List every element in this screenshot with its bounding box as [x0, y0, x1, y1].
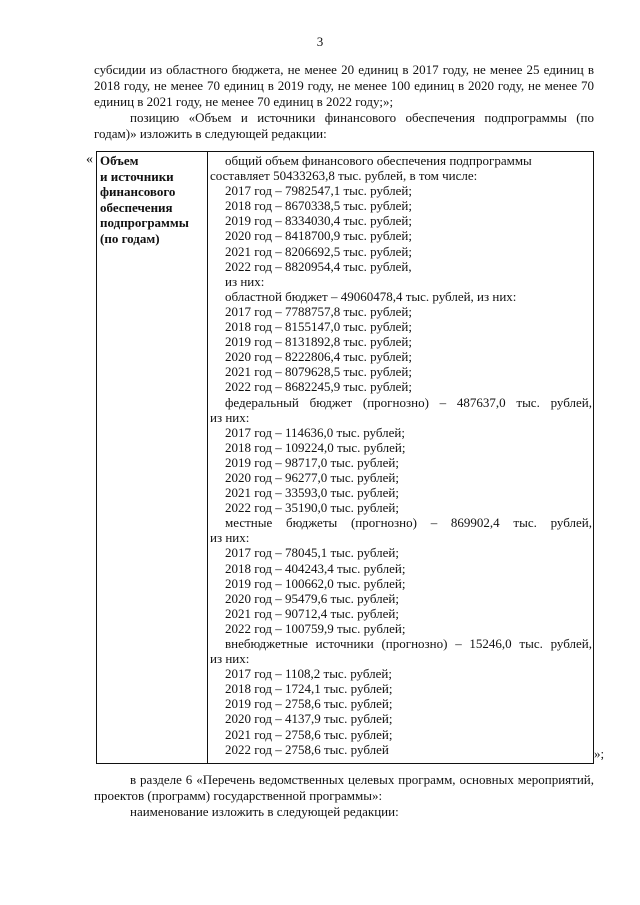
header-line: Объем: [100, 153, 139, 168]
federal-year-line: 2017 год – 114636,0 тыс. рублей;: [225, 424, 405, 440]
total-year-line: 2018 год – 8670338,5 тыс. рублей;: [225, 198, 412, 214]
header-line: и источники: [100, 168, 174, 184]
extrabudgetary-header: внебюджетные источники (прогнозно) – 15246,0 тыс. рублей,: [225, 636, 592, 651]
federal-year-line: 2021 год – 33593,0 тыс. рублей;: [225, 485, 399, 501]
table-opening-quote: «: [86, 152, 93, 167]
local-year-line: 2017 год – 78045,1 тыс. рублей;: [225, 545, 399, 561]
local-year-line: 2021 год – 90712,4 тыс. рублей;: [225, 605, 399, 621]
outro-text: [94, 772, 594, 820]
total-year-line: 2017 год – 7982547,1 тыс. рублей;: [225, 183, 412, 199]
outro-paragraph-section: в разделе 6 «Перечень ведомственных целевых программ, основных мероприятий, проектов (программ) государственной программы»:: [94, 772, 594, 803]
federal-budget-header: федеральный бюджет (прогнозно) – 487637,0 тыс. рублей,: [225, 394, 592, 410]
federal-year-line: 2018 год – 109224,0 тыс. рублей;: [225, 439, 406, 455]
local-year-line: 2018 год – 404243,4 тыс. рублей;: [225, 560, 406, 576]
extrabudgetary-year-line: 2021 год – 2758,6 тыс. рублей;: [225, 726, 393, 742]
financing-table: [96, 151, 594, 764]
extrabudgetary-year-line: 2022 год – 2758,6 тыс. рублей: [225, 741, 389, 757]
intro-text: [94, 62, 594, 142]
federal-year-line: 2020 год – 96277,0 тыс. рублей;: [225, 469, 399, 485]
local-year-line: 2020 год – 95479,6 тыс. рублей;: [225, 590, 399, 606]
local-year-line: 2019 год – 100662,0 тыс. рублей;: [225, 575, 406, 591]
total-year-line: 2022 год – 8820954,4 тыс. рублей,: [225, 258, 412, 274]
header-line: финансового: [100, 184, 176, 200]
total-year-line: 2019 год – 8334030,4 тыс. рублей;: [225, 213, 412, 229]
outro-paragraph-name: наименование изложить в следующей редакции:: [130, 804, 399, 819]
local-budget-header: местные бюджеты (прогнозно) – 869902,4 тыс. рублей,: [225, 515, 592, 531]
total-year-line: 2020 год – 8418700,9 тыс. рублей;: [225, 228, 412, 244]
table-content-cell: [208, 152, 594, 757]
local-of-them: из них:: [210, 530, 250, 546]
regional-year-line: 2022 год – 8682245,9 тыс. рублей;: [225, 379, 412, 395]
regional-year-line: 2018 год – 8155147,0 тыс. рублей;: [225, 319, 412, 335]
extrabudgetary-year-line: 2019 год – 2758,6 тыс. рублей;: [225, 696, 393, 712]
total-line: составляет 50433263,8 тыс. рублей, в том числе:: [210, 168, 478, 184]
local-year-line: 2022 год – 100759,9 тыс. рублей;: [225, 620, 406, 636]
regional-budget-header: областной бюджет – 49060478,4 тыс. рублей, из них:: [225, 288, 517, 304]
table-header-cell: [97, 152, 208, 763]
extrabudgetary-year-line: 2017 год – 1108,2 тыс. рублей;: [225, 666, 392, 682]
header-line: (по годам): [100, 230, 160, 246]
extrabudgetary-of-them: из них:: [210, 651, 250, 667]
regional-year-line: 2019 год – 8131892,8 тыс. рублей;: [225, 334, 412, 350]
regional-year-line: 2021 год – 8079628,5 тыс. рублей;: [225, 364, 412, 380]
regional-year-line: 2017 год – 7788757,8 тыс. рублей;: [225, 303, 412, 319]
extrabudgetary-year-line: 2018 год – 1724,1 тыс. рублей;: [225, 681, 393, 697]
header-line: подпрограммы: [100, 215, 189, 231]
federal-year-line: 2022 год – 35190,0 тыс. рублей;: [225, 500, 399, 516]
page-number: 3: [316, 34, 324, 49]
total-line: общий объем финансового обеспечения подпрограммы: [225, 153, 532, 168]
total-year-line: 2021 год – 8206692,5 тыс. рублей;: [225, 243, 412, 259]
federal-year-line: 2019 год – 98717,0 тыс. рублей;: [225, 454, 399, 470]
header-line: обеспечения: [100, 199, 173, 215]
regional-year-line: 2020 год – 8222806,4 тыс. рублей;: [225, 349, 412, 365]
intro-paragraph-subsidies: субсидии из областного бюджета, не менее 20 единиц в 2017 году, не менее 25 единиц в 2018 году, не менее 70 единиц в 2019 году, не менее 100 единиц в 2020 году, не менее 70 единиц в 2021 году, не менее 70 единиц в 2022 году;»;: [94, 62, 594, 109]
of-them-line: из них:: [225, 273, 265, 289]
table-closing-quote: »;: [594, 746, 605, 761]
federal-of-them: из них:: [210, 409, 250, 425]
extrabudgetary-year-line: 2020 год – 4137,9 тыс. рублей;: [225, 711, 393, 727]
intro-paragraph-position: позицию «Объем и источники финансового обеспечения подпрограммы (по годам)» изложить в следующей редакции:: [94, 110, 594, 141]
